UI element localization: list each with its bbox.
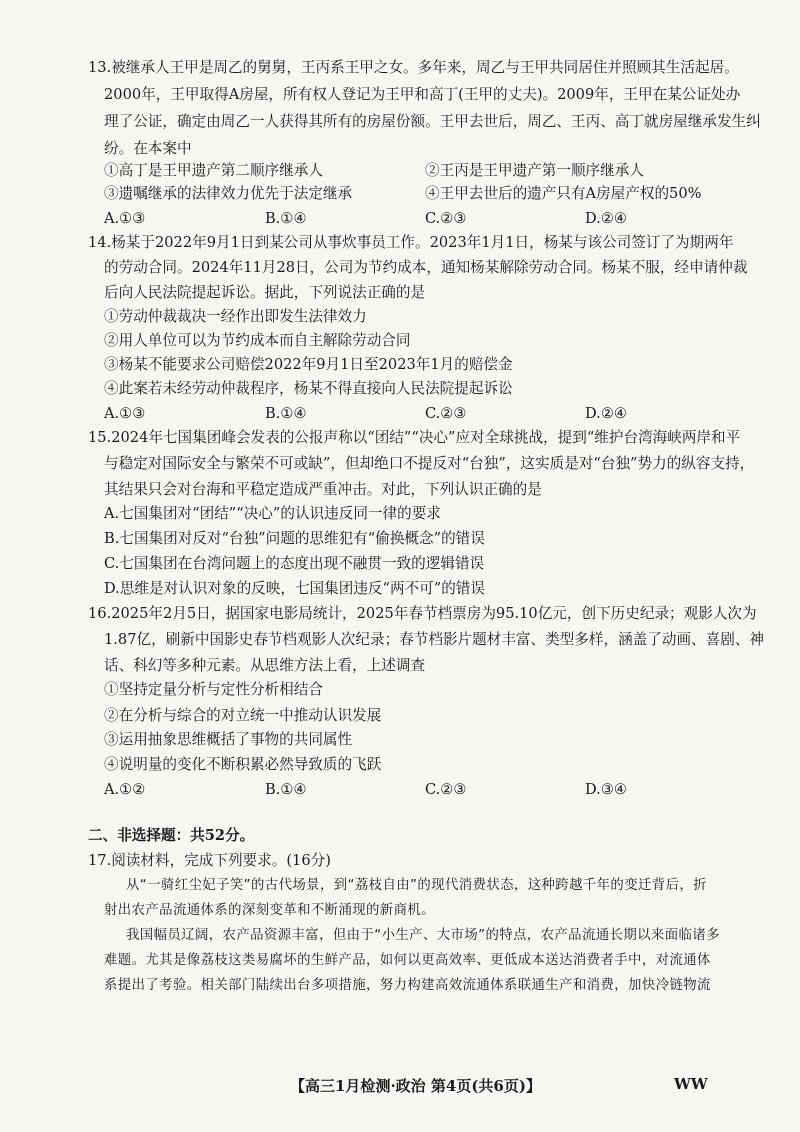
q14-choice-b: B.①④: [265, 405, 307, 422]
q16-stem-line-2: 1.87亿，刷新中国影史春节档观影人次纪录；春节档影片题材丰富、类型多样，涵盖了动画、喜剧、神: [104, 631, 765, 648]
q13-stem-line-2: 2000年，王甲取得A房屋，所有权人登记为王甲和高丁(王甲的丈夫)。2009年，王甲在某公证处办: [104, 86, 741, 103]
q16-item-2: ②在分析与综合的对立统一中推动认识发展: [104, 707, 382, 724]
q14-stem-line-3: 后向人民法院提起诉讼。据此，下列说法正确的是: [104, 284, 426, 301]
q13-choice-b: B.①④: [265, 210, 307, 227]
q13-item-3: ③遗嘱继承的法律效力优先于法定继承: [104, 185, 353, 202]
q13-stem-line-3: 理了公证，确定由周乙一人获得其所有的房屋份额。王甲去世后，周乙、王丙、高丁就房屋继承发生纠: [104, 113, 761, 130]
q16-choice-d: D.③④: [585, 781, 627, 798]
q13-stem-line-4: 纷。在本案中: [104, 140, 192, 157]
q13-item-4: ④王甲去世后的遗产只有A房屋产权的50%: [425, 185, 702, 202]
q14-choice-a: A.①③: [104, 405, 146, 422]
q17-material-line-3: 我国幅员辽阔，农产品资源丰富，但由于“小生产、大市场”的特点，农产品流通长期以来面临诸多: [126, 928, 720, 943]
footer-code: WW: [674, 1075, 708, 1093]
page-footer: 【高三1月检测·政治 第4页(共6页)】: [290, 1077, 541, 1095]
section-heading-score: 52分。: [204, 827, 255, 844]
q13-item-2: ②王丙是王甲遗产第一顺序继承人: [425, 162, 644, 179]
q15-option-d: D.思维是对认识对象的反映，七国集团违反“两不可”的错误: [104, 580, 485, 597]
q17-material-line-4: 难题。尤其是像荔枝这类易腐坏的生鲜产品，如何以更高效率、更低成本送达消费者手中，对流通体: [104, 953, 711, 968]
q16-stem-line-1: 16.2025年2月5日，据国家电影局统计，2025年春节档票房为95.10亿元，创下历史纪录；观影人次为: [88, 605, 757, 622]
q14-item-3: ③杨某不能要求公司赔偿2022年9月1日至2023年1月的赔偿金: [104, 356, 513, 373]
q16-choice-b: B.①④: [265, 781, 307, 798]
q15-option-b: B.七国集团对反对“台独”问题的思维犯有“偷换概念”的错误: [104, 530, 485, 547]
q16-choice-c: C.②③: [425, 781, 467, 798]
q15-stem-line-1: 15.2024年七国集团峰会发表的公报声称以“团结”“决心”应对全球挑战，提到“维护台湾海峡两岸和平: [88, 429, 741, 446]
q17-material-line-2: 射出农产品流通体系的深刻变革和不断涌现的新商机。: [104, 903, 435, 918]
q17-prompt: 17.阅读材料，完成下列要求。(16分): [88, 852, 331, 869]
q13-choice-c: C.②③: [425, 210, 467, 227]
q14-choice-c: C.②③: [425, 405, 467, 422]
q14-item-2: ②用人单位可以为节约成本而自主解除劳动合同: [104, 332, 411, 349]
q13-choice-d: D.②④: [585, 210, 627, 227]
q17-material-line-5: 系提出了考验。相关部门陆续出台多项措施，努力构建高效流通体系联通生产和消费，加快冷链物流: [104, 978, 711, 993]
q13-stem-line-1: 13.被继承人王甲是周乙的舅舅，王丙系王甲之女。多年来，周乙与王甲共同居住并照顾其生活起居。: [88, 59, 739, 76]
q15-option-c: C.七国集团在台湾问题上的态度出现不融贯一致的逻辑错误: [104, 555, 485, 572]
q15-stem-line-2: 与稳定对国际安全与繁荣不可或缺”，但却绝口不提反对“台独”，这实质是对“台独”势力的纵容支持，: [104, 455, 755, 472]
q14-choice-d: D.②④: [585, 405, 627, 422]
q15-option-a: A.七国集团对“团结”“决心”的认识违反同一律的要求: [104, 505, 441, 522]
q13-choice-a: A.①③: [104, 210, 146, 227]
q16-item-1: ①坚持定量分析与定性分析相结合: [104, 681, 323, 698]
q14-stem-line-2: 的劳动合同。2024年11月28日，公司为节约成本，通知杨某解除劳动合同。杨某不服，经申请仲裁: [104, 259, 748, 276]
q14-stem-line-1: 14.杨某于2022年9月1日到某公司从事炊事员工作。2023年1月1日，杨某与该公司签订了为期两年: [88, 234, 734, 251]
q15-stem-line-3: 其结果只会对台海和平稳定造成严重冲击。对此，下列认识正确的是: [104, 481, 542, 498]
q13-item-1: ①高丁是王甲遗产第二顺序继承人: [104, 162, 323, 179]
q17-material-line-1: 从“一骑红尘妃子笑”的古代场景，到“荔枝自由”的现代消费状态，这种跨越千年的变迁背后，折: [126, 878, 707, 893]
q16-stem-line-3: 话、科幻等多种元素。从思维方法上看，上述调查: [104, 657, 426, 674]
q16-choice-a: A.①②: [104, 781, 146, 798]
section-heading: [88, 826, 254, 846]
q16-item-3: ③运用抽象思维概括了事物的共同属性: [104, 731, 353, 748]
section-heading-prefix: 二、非选择题：共: [88, 827, 205, 844]
q14-item-4: ④此案若未经劳动仲裁程序，杨某不得直接向人民法院提起诉讼: [104, 380, 513, 397]
q16-item-4: ④说明量的变化不断积累必然导致质的飞跃: [104, 756, 382, 773]
q14-item-1: ①劳动仲裁裁决一经作出即发生法律效力: [104, 308, 367, 325]
